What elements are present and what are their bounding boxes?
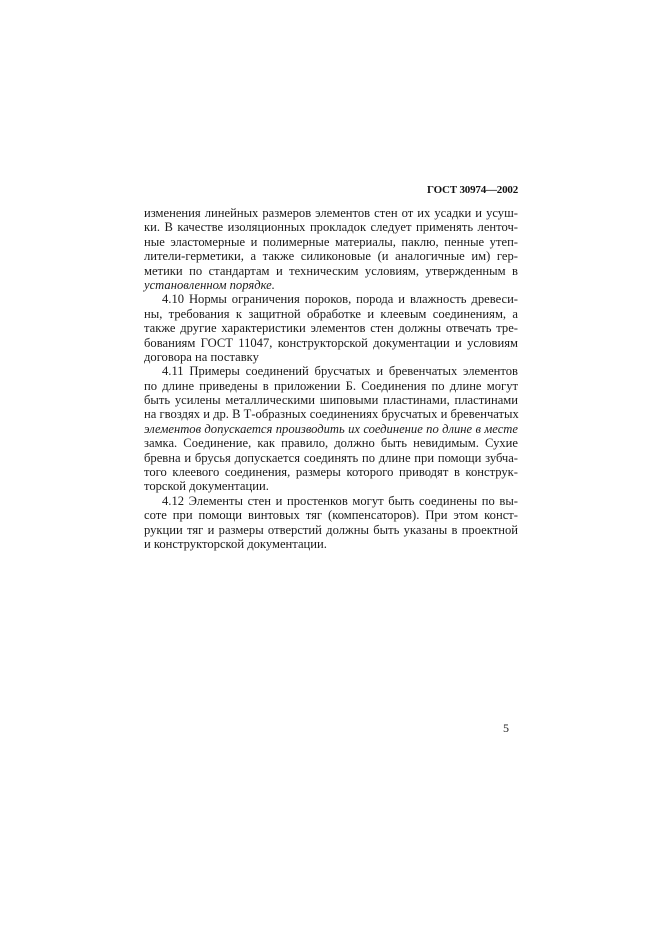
text-line-italic: элементов допускается производить их соединение по длине в месте	[144, 421, 518, 436]
paragraph-4-12	[144, 494, 518, 552]
text-line: замка. Соединение, как правило, должно быть невидимым. Сухие	[144, 436, 518, 451]
text-line: также другие характеристики элементов стен должны отвечать тре-	[144, 321, 518, 336]
text-line: рукции тяг и размеры отверстий должны быть указаны в проектной	[144, 522, 518, 537]
text-line: ны, требования к защитной обработке и клеевым соединениям, а	[144, 306, 518, 321]
text-line: метики по стандартам и техническим условиям, утвержденным в	[144, 263, 518, 278]
text-line: торской документации.	[144, 479, 269, 494]
standard-header: ГОСТ 30974—2002	[427, 184, 518, 196]
text-line: ки. В качестве изоляционных прокладок следует применять ленточ-	[144, 220, 518, 235]
text-line: 4.10 Нормы ограничения пороков, порода и влажность древеси-	[162, 292, 518, 307]
text-line: и конструкторской документации.	[144, 536, 327, 551]
text-line: ные эластомерные и полимерные материалы, паклю, пенные утеп-	[144, 234, 518, 249]
text-line: бованиям ГОСТ 11047, конструкторской документации и условиям	[144, 335, 518, 350]
body-text	[144, 206, 518, 551]
paragraph-4-11	[144, 364, 518, 494]
text-line: изменения линейных размеров элементов стен от их усадки и усуш-	[144, 206, 518, 220]
text-line: лители-герметики, а также силиконовые (и аналогичные им) гер-	[144, 249, 518, 264]
text-line: того клеевого соединения, размеры которого приводят в конструк-	[144, 465, 518, 480]
text-line: договора на поставку	[144, 349, 259, 364]
text-line: быть усилены металлическими шиповыми пластинами, пластинами	[144, 393, 518, 408]
text-line: на гвоздях и др. В Т-образных соединениях брусчатых и бревенчатых	[144, 407, 519, 422]
text-line: соте при помощи винтовых тяг (компенсаторов). При этом конст-	[144, 508, 518, 523]
text-line-italic: установленном порядке.	[144, 277, 275, 292]
text-line: по длине приведены в приложении Б. Соединения по длине могут	[144, 378, 518, 393]
paragraph-continuation	[144, 206, 518, 292]
page-number: 5	[503, 721, 509, 735]
text-line: бревна и брусья допускается соединять по длине при помощи зубча-	[144, 450, 518, 465]
text-line: 4.11 Примеры соединений брусчатых и бревенчатых элементов	[162, 364, 518, 379]
paragraph-4-10	[144, 292, 518, 364]
text-line: 4.12 Элементы стен и простенков могут быть соединены по вы-	[162, 493, 518, 508]
